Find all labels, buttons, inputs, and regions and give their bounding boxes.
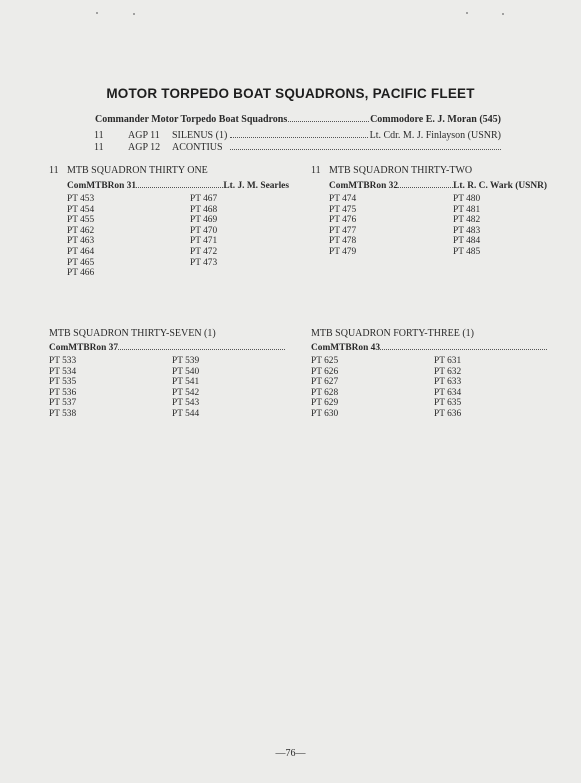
- speck: [502, 13, 504, 15]
- list-item: PT 535: [49, 377, 77, 388]
- agp-commander: Lt. Cdr. M. J. Finlayson (USNR): [369, 130, 501, 141]
- list-item: PT 476: [329, 215, 357, 226]
- pt-list: [329, 194, 356, 258]
- list-item: PT 453: [67, 194, 95, 204]
- list-item: PT 477: [329, 225, 357, 236]
- squadron-commander: [49, 343, 285, 353]
- agp-num: 11: [94, 130, 104, 141]
- speck: [133, 13, 135, 15]
- list-item: PT 534: [49, 366, 77, 377]
- list-item: PT 474: [329, 194, 357, 204]
- list-item: PT 465: [67, 257, 95, 268]
- list-item: PT 464: [67, 246, 95, 257]
- list-item: PT 542: [172, 387, 200, 398]
- com-label: ComMTBRon 37: [49, 343, 119, 353]
- page-number: —76—: [275, 748, 306, 759]
- dot-leader: [380, 348, 547, 350]
- agp-name: ACONTIUS: [172, 142, 223, 153]
- pt-list: [434, 356, 461, 420]
- list-item: PT 462: [67, 225, 95, 236]
- list-item: PT 473: [190, 257, 218, 268]
- dot-leader: [230, 148, 501, 150]
- list-item: PT 538: [49, 408, 77, 419]
- list-item: PT 485: [453, 246, 481, 257]
- list-item: PT 484: [453, 236, 481, 247]
- list-item: PT 481: [453, 204, 481, 215]
- list-item: PT 633: [434, 377, 462, 388]
- list-item: PT 628: [311, 387, 339, 398]
- agp-ship: AGP 11: [128, 130, 160, 141]
- list-item: PT 483: [453, 225, 481, 236]
- squadron-title: MTB SQUADRON THIRTY-TWO: [329, 165, 473, 176]
- pt-list: [172, 356, 199, 420]
- pt-list: [453, 194, 480, 258]
- com-name: Lt. R. C. Wark (USNR): [453, 181, 547, 191]
- squadron-heading: [49, 328, 216, 339]
- list-item: PT 631: [434, 356, 462, 366]
- list-item: PT 471: [190, 236, 218, 247]
- commander-label: Commander Motor Torpedo Boat Squadrons: [95, 114, 288, 125]
- list-item: PT 482: [453, 215, 481, 226]
- list-item: PT 480: [453, 194, 481, 204]
- pt-list: [67, 194, 94, 279]
- com-label: ComMTBRon 43: [311, 343, 381, 353]
- pt-list: [311, 356, 338, 420]
- list-item: PT 544: [172, 408, 200, 419]
- list-item: PT 463: [67, 236, 95, 247]
- list-item: PT 468: [190, 204, 218, 215]
- list-item: PT 543: [172, 398, 200, 409]
- dot-leader: [288, 120, 369, 122]
- list-item: PT 470: [190, 225, 218, 236]
- com-label: ComMTBRon 31: [67, 181, 137, 191]
- page-title: MOTOR TORPEDO BOAT SQUADRONS, PACIFIC FLEET: [106, 86, 475, 101]
- list-item: PT 478: [329, 236, 357, 247]
- dot-leader: [230, 136, 368, 138]
- list-item: PT 540: [172, 366, 200, 377]
- squadron-heading: [49, 165, 208, 176]
- list-item: PT 541: [172, 377, 200, 388]
- squadron-title: MTB SQUADRON THIRTY ONE: [67, 165, 208, 176]
- commander-name: Commodore E. J. Moran (545): [370, 114, 501, 125]
- squadron-title: MTB SQUADRON FORTY-THREE (1): [311, 328, 475, 339]
- list-item: PT 533: [49, 356, 77, 366]
- list-item: PT 537: [49, 398, 77, 409]
- list-item: PT 632: [434, 366, 462, 377]
- agp-ship: AGP 12: [128, 142, 161, 153]
- squadron-commander: [329, 181, 547, 191]
- list-item: PT 467: [190, 194, 218, 204]
- agp-line: [94, 142, 501, 153]
- squadron-heading: [311, 328, 474, 339]
- pt-list: [49, 356, 76, 420]
- com-name: Lt. J. M. Searles: [223, 181, 289, 191]
- list-item: PT 466: [67, 268, 95, 279]
- com-label: ComMTBRon 32: [329, 181, 399, 191]
- list-item: PT 629: [311, 398, 339, 409]
- list-item: PT 626: [311, 366, 339, 377]
- list-item: PT 634: [434, 387, 462, 398]
- list-item: PT 636: [434, 408, 462, 419]
- dot-leader: [136, 186, 223, 188]
- agp-num: 11: [94, 142, 104, 153]
- dot-leader: [118, 348, 285, 350]
- list-item: PT 475: [329, 204, 357, 215]
- speck: [466, 12, 468, 14]
- list-item: PT 455: [67, 215, 95, 226]
- commander-line: [95, 114, 501, 125]
- list-item: PT 627: [311, 377, 339, 388]
- list-item: PT 536: [49, 387, 77, 398]
- squadron-num: 11: [311, 165, 321, 176]
- list-item: PT 625: [311, 356, 339, 366]
- agp-name: SILENUS (1): [172, 130, 228, 141]
- list-item: PT 469: [190, 215, 218, 226]
- squadron-title: MTB SQUADRON THIRTY-SEVEN (1): [49, 328, 216, 339]
- agp-line: [94, 130, 501, 141]
- squadron-heading: [311, 165, 472, 176]
- list-item: PT 539: [172, 356, 200, 366]
- squadron-commander: [311, 343, 547, 353]
- speck: [96, 12, 98, 14]
- list-item: PT 472: [190, 246, 218, 257]
- squadron-commander: [67, 181, 289, 191]
- list-item: PT 479: [329, 246, 357, 257]
- dot-leader: [398, 186, 453, 188]
- pt-list: [190, 194, 217, 268]
- list-item: PT 630: [311, 408, 339, 419]
- list-item: PT 635: [434, 398, 462, 409]
- list-item: PT 454: [67, 204, 95, 215]
- squadron-num: 11: [49, 165, 59, 176]
